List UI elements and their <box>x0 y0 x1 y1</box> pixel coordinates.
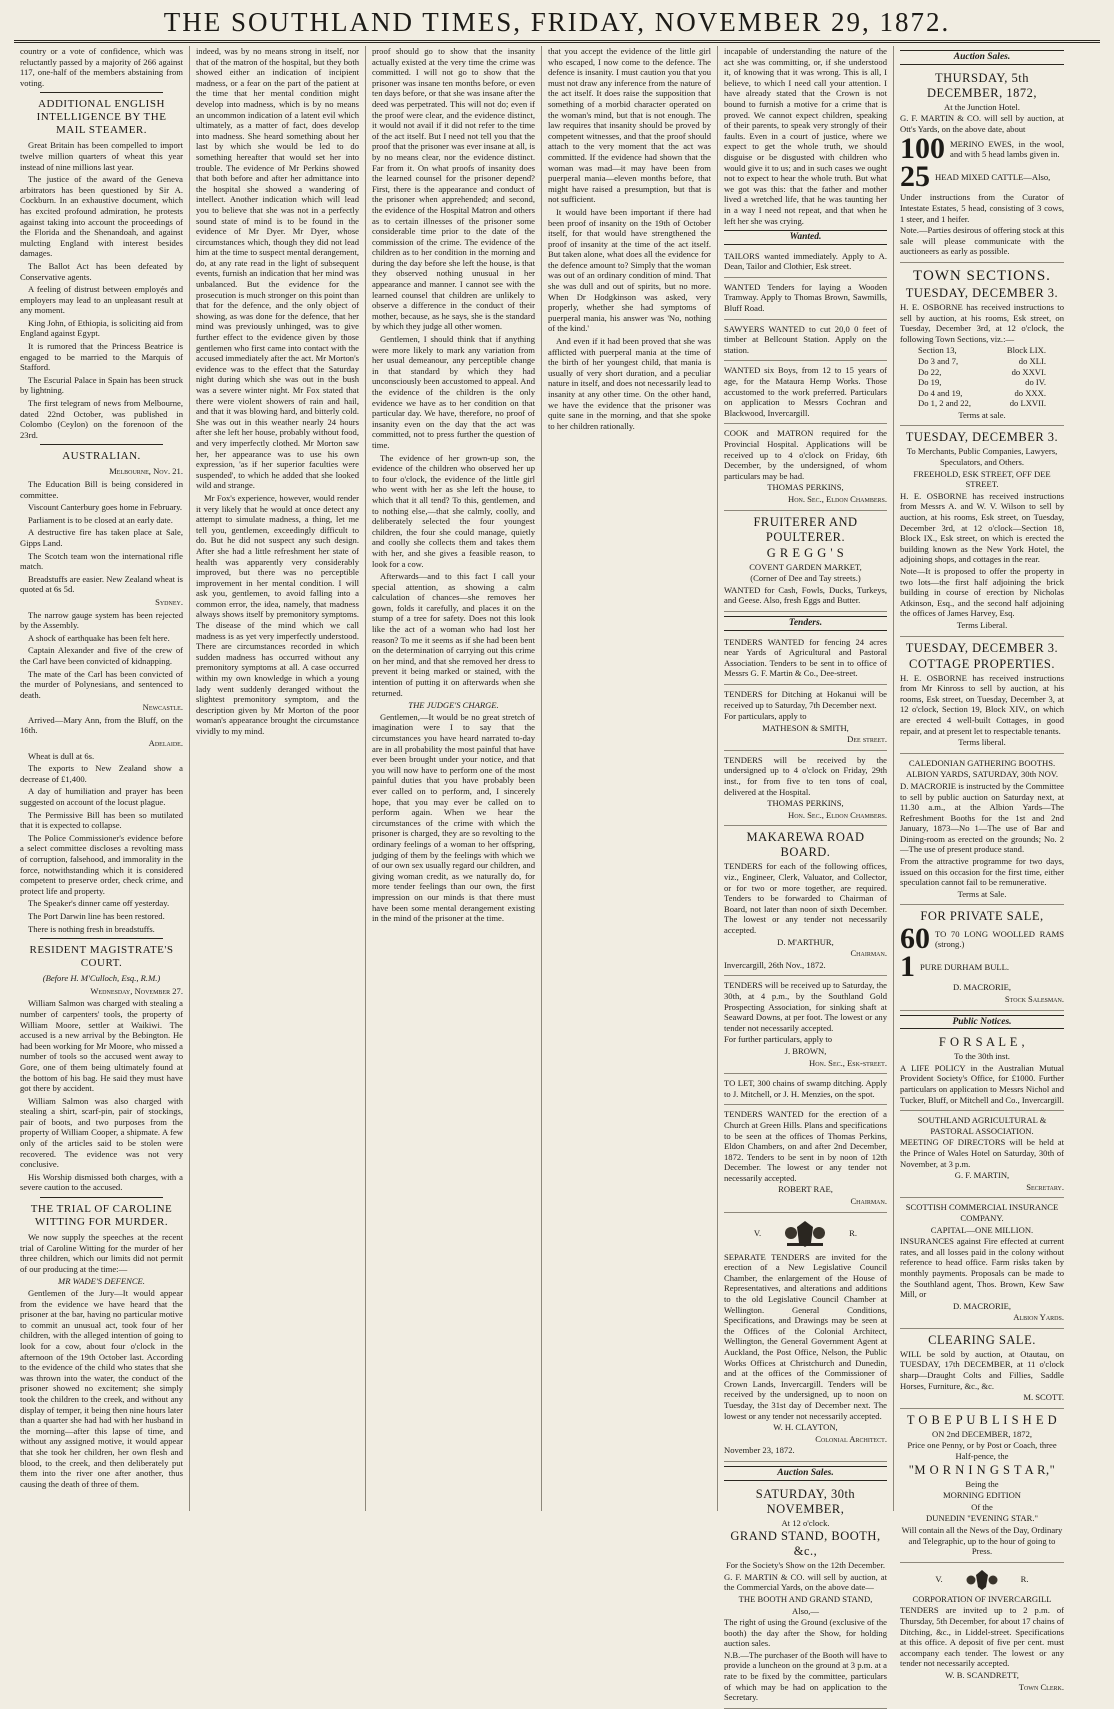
column-6 <box>894 46 1070 1692</box>
ad-text: TENDERS will be received up to Saturday, the 30th, at 4 p.m., by the Southland Gold Prospecting Association, for sinking shaft at Seaward Downs, at per foot. The lowest or any tender not necessarily accepted. <box>724 980 887 1033</box>
ad-text: WANTED for Cash, Fowls, Ducks, Turkeys, and Geese. Also, fresh Eggs and Butter. <box>724 584 887 606</box>
ad-signature-title: Albion Yards. <box>1013 1312 1064 1323</box>
lot-number: 25 <box>900 160 930 194</box>
ad-title: MAKAREWA ROAD BOARD. <box>746 830 865 860</box>
ad-text: TENDERS WANTED for the erection of a Church at Green Hills. Plans and specifications to be seen at the offices of Thomas Perkins, Eldon Chambers, on and after 2nd December, 1872. Tenders to be sent in by noon of 12th December. The lowest or any tender not necessarily accepted. <box>724 1109 887 1183</box>
ad-text: WILL be sold by auction, at Otautau, on TUESDAY, 17th DECEMBER, at 11 o'clock sharp—Draught Colts and Fillies, Saddle Horses, Furniture, &c., &c. <box>900 1348 1064 1391</box>
lot-number: 100 <box>900 132 945 166</box>
section-row <box>918 388 1064 399</box>
ad-signature-title: Colonial Architect. <box>815 1433 887 1444</box>
ad-text: COOK and MATRON required for the Provincial Hospital. Applications will be received up to 4 o'clock on Friday, 6th December, by the undersigned, of whom particulars may be had. <box>724 428 887 481</box>
news-paragraph: The justice of the award of the Geneva arbitrators has been questioned by Sir A. Cockburn. In an exhaustive document, which has excited profound admiration, he protests against taking into account the proceedings of the Florida and the Shenandoah, and against mulcting England with interest besides damages. <box>20 174 183 259</box>
court-paragraph: His Worship dismissed both charges, with a severe caution to the accused. <box>20 1171 183 1193</box>
block-cell: do XLI. <box>1018 355 1046 366</box>
ad-coal <box>724 751 887 827</box>
ad-title: SOUTHLAND AGRICULTURAL & PASTORAL ASSOCIATION. <box>917 1115 1047 1136</box>
news-paragraph: The exports to New Zealand show a decrease of £1,400. <box>20 763 183 784</box>
sections-list <box>900 345 1064 409</box>
ad-merino-ewes <box>900 67 1064 263</box>
section-cell: Do 1, 2 and 22, <box>918 398 971 409</box>
ad-title: TOWN SECTIONS. <box>913 267 1051 284</box>
crest-letter: V. <box>753 1228 762 1239</box>
heading-magistrates-court: RESIDENT MAGISTRATE'S COURT. <box>29 944 174 970</box>
ad-terms: Terms at sale. <box>958 409 1006 420</box>
lot-description: PURE DURHAM BULL. <box>920 962 1010 973</box>
ad-terms: Terms Liberal. <box>956 619 1008 630</box>
news-paragraph: The mate of the Carl has been convicted of the murder of Polynesians, and sentenced to death. <box>20 668 183 700</box>
ad-signature: ROBERT RAE, <box>778 1184 833 1195</box>
heading-trial: THE TRIAL OF CAROLINE WITTING FOR MURDER. <box>30 1203 173 1229</box>
ad-text: TENDERS are invited up to 2 p.m. of Thursday, 5th December, for about 17 chains of Ditching, &c., in Liddel-street. Specifications at this office. A deposit of five per cent. must accompany each tender. The lowest or any tender not necessarily accepted. <box>900 1605 1064 1669</box>
news-paragraph: Breadstuffs are easier. New Zealand wheat is quoted at 6s 5d. <box>20 573 183 595</box>
ad-note: Note—It is proposed to offer the property in two lots—the first half adjoining the brick building in course of erection by Nicholas Atkinson, Esq., and the second half adjoining the offices of James Harvey, Esq. <box>900 566 1064 619</box>
ad-text: H. E. OSBORNE has received instructions from Mr Kinross to sell by auction, at his rooms, Esk street, on Tuesday, December 3, at 12 o'clock, Section 19, Block XIV., on which are erected 4 well-built Cottages, in good repair, and at present let to respectable tenants. <box>900 672 1064 736</box>
ad-freehold <box>900 426 1064 636</box>
section-cell: Do 4 and 19, <box>918 387 963 398</box>
ad-title: FRUITERER AND POULTERER. <box>753 514 858 544</box>
news-paragraph: The narrow gauge system has been rejected by the Assembly. <box>20 609 183 631</box>
ad-text: Under instructions from the Curator of Intestate Estates, 5 head, consisting of 3 cows, 1 steer, and 1 heifer. <box>900 192 1064 224</box>
ad-signature-title: Secretary. <box>1026 1181 1064 1192</box>
ad-title: FREEHOLD, ESK STREET, OFF DEE STREET. <box>913 468 1051 490</box>
ad-signature: J. BROWN, <box>784 1045 827 1056</box>
ad-date-heading: TUESDAY, DECEMBER 3. <box>905 640 1059 655</box>
section-wanted: Wanted. <box>724 230 887 245</box>
ad-text: Price one Penny, or by Post or Coach, three Half-pence, the <box>907 1440 1057 1462</box>
lot-description: HEAD MIXED CATTLE—Also, <box>935 172 1051 183</box>
divider <box>40 1197 163 1198</box>
ad-title: CLEARING SALE. <box>928 1332 1036 1347</box>
ad-text: WANTED Tenders for laying a Wooden Tramway. Apply to Thomas Brown, Sawmills, Bluff Road. <box>724 281 887 314</box>
ad-text: N.B.—The purchaser of the Booth will have to provide a luncheon on the ground at 3 p.m. at a rate to be fixed by the committee, particulars of which may be had on application to the Secretary. <box>724 1649 887 1703</box>
dateline: Sydney. <box>155 596 183 607</box>
ad-signature: W. H. CLAYTON, <box>773 1422 838 1433</box>
ad-cook-matron <box>724 424 887 510</box>
news-paragraph: Captain Alexander and five of the crew of the Carl have been convicted of kidnapping. <box>20 645 183 666</box>
lot-number: 1 <box>900 950 915 984</box>
ad-scottish-insurance <box>900 1198 1064 1329</box>
ad-signature-title: Hon. Sec., Eldon Chambers. <box>787 809 887 820</box>
ad-tramway <box>724 278 887 320</box>
ad-morning-star <box>900 1409 1064 1563</box>
section-cell: Do 22, <box>918 366 942 377</box>
news-paragraph: A destructive fire has taken place at Sale, Gipps Land. <box>20 527 183 548</box>
ad-text: TENDERS will be received by the undersigned up to 4 o'clock on Friday, 29th inst., for from five to ten tons of coal, delivered at the Hospital. <box>724 754 887 797</box>
news-paragraph: The first telegram of news from Melbourne, dated 22nd October, was published in Colombo (Ceylon) on the forenoon of the 23rd. <box>20 398 183 440</box>
royal-crest <box>900 1569 1064 1591</box>
ad-signature: W. B. SCANDRETT, <box>945 1669 1019 1680</box>
lot-description: TO 70 LONG WOOLLED RAMS (strong.) <box>935 928 1064 950</box>
ad-text: The right of using the Ground (exclusive of the booth) the day after the Show, for holding auction sales. <box>724 1617 887 1649</box>
crest-letter: R. <box>1020 1574 1029 1585</box>
ad-signature: THOMAS PERKINS, <box>767 798 844 809</box>
ad-text: G. F. MARTIN & CO. will sell by auction, at Ott's Yards, on the above date, about <box>900 113 1064 134</box>
ad-signature-title: Hon. Sec., Esk-street. <box>809 1057 887 1068</box>
crest-letter: R. <box>849 1228 858 1239</box>
section-public-notices: Public Notices. <box>900 1015 1064 1030</box>
section-cell: Section 13, <box>918 345 957 356</box>
ad-text: For further particulars, apply to <box>724 1034 833 1045</box>
ad-place: At the Junction Hotel. <box>944 101 1020 112</box>
ad-text: D. MACRORIE is instructed by the Committee to sell by public auction on Saturday next, at 11.30 a.m., at the Albion Yards—The Refreshment Booths for the 1st and 2nd January, 1873—No 1—The use of Bar and Dining-room as erected on the grounds; No. 2—The use of present produce stand. <box>900 780 1064 855</box>
ad-signature: D. MACRORIE, <box>952 982 1011 993</box>
court-paragraph: William Salmon was charged with stealing a number of carpenters' tools, the property of William Moore, settler at Waikiwi. The accused is a new arrival by the Bebington. He had been working for Mr Moore, who missed a number of tools so the accused went away to Gore, one of them being ultimately found at the bottom of his bag. He said they must have got there by accident. <box>20 998 183 1094</box>
ad-text: SAWYERS WANTED to cut 20,0 0 feet of timber at Bellcount Station. Apply on the station. <box>724 323 887 355</box>
news-paragraph: Wheat is dull at 6s. <box>28 750 95 761</box>
section-auction-sales: Auction Sales. <box>900 50 1064 65</box>
trial-paragraph: Gentlemen of the Jury—It would appear from the evidence we have heard that the prisoner at the bar, having no particular motive to commit an unusual act, took four of her children, with the alleged intention of going to look for a cow, about four o'clock in the afternoon of the 19th October last. According to the evidence of the child who states that she was thrown into the water, the conduct of the prisoner showed no excitement; she simply took the children to the creek, and without any display of temper, it being then nine hours later than a quarter she had had with her husband in the morning—after this lapse of time, and without any assigned motive, it would appear that she took her children, her own flesh and blood, to the creek, and then deliberately put them into the river one after another, thus causing the death of three of them. <box>20 1288 183 1489</box>
news-paragraph: A shock of earthquake has been felt here. <box>28 632 170 643</box>
ad-title: CALEDONIAN GATHERING BOOTHS. <box>908 757 1056 768</box>
ad-text: WANTED six Boys, from 12 to 15 years of age, for the Mataura Hemp Works. Those accustomed to the work preferred. Particulars on application to Messrs Cochran and Blackwood, Invercargill. <box>724 365 887 418</box>
ad-title: CORPORATION OF INVERCARGILL <box>912 1593 1052 1604</box>
ad-signature-title: Hon. Sec., Eldon Chambers. <box>787 493 887 504</box>
ad-date-heading: SATURDAY, 30th NOVEMBER, <box>755 1486 856 1516</box>
trial-paragraph: incapable of understanding the nature of the act she was committing, or, if she understood it, of knowing that it was wrong. This is all, I believe, to which I need call your attention. I have already stated that the Crown is not bound to furnish a motive for a crime that is proved. We cannot expect children, speaking of their parents, to speak very strongly of their faults. Even in a court of justice, where we expect to get the whole truth, we should disguise or be disgusted with children who would give it to us; and in such cases we ought not to expect to hear the whole truth. But what we got was this: that the father and mother lived a wretched life, that he was taunting her in a way I need not repeat, and that when he left her she was crying. <box>724 46 887 226</box>
section-row <box>918 356 1064 367</box>
ad-signature: THOMAS PERKINS, <box>767 482 844 493</box>
section-row <box>918 377 1064 388</box>
ad-title: GRAND STAND, BOOTH, &c., <box>730 1529 881 1559</box>
ad-title: FOR PRIVATE SALE, <box>920 909 1044 924</box>
ad-for-sale <box>900 1031 1064 1111</box>
divider <box>40 92 163 93</box>
heading-australian: AUSTRALIAN. <box>62 450 141 463</box>
trial-paragraph: Gentlemen, I should think that if anything were more likely to mark any variation from her usual demeanour, any perceptible change in that standard by which they had unconsciously been accustomed to appeal. And the evidence of the children is the only evidence we have as to her condition on that particular day. We have, therefore, no proof of insanity even on the day that the act was committed, not to press further the question of time. <box>372 334 535 450</box>
ad-legislative-council <box>724 1213 887 1462</box>
ad-prospecting <box>724 976 887 1074</box>
ad-date-heading: ALBION YARDS, SATURDAY, 30th NOV. <box>905 769 1059 780</box>
ad-terms: Terms at Sale. <box>957 888 1007 899</box>
ad-date-heading: TUESDAY, DECEMBER 3. <box>905 430 1059 445</box>
ad-name: "M O R N I N G S T A R," <box>908 1462 1056 1477</box>
dateline: Wednesday, November 27. <box>90 985 183 996</box>
trial-paragraph: It would have been important if there had been proof of insanity on the 19th of October itself, for that would have strengthened the proof of insanity at the time of the act itself. But taken alone, what does all the evidence for the defence amount to? Simply that the woman was out of an ordinary condition of mind. That she was dull and out of spirits, but no more. When Dr Hodgkinson was asked, very properly, whether she had symptoms of puerperal mania, his answer was 'No, nothing of the kind.' <box>548 206 711 334</box>
ad-title: T O B E P U B L I S H E D <box>906 1412 1058 1427</box>
section-auction-sales: Auction Sales. <box>724 1466 887 1481</box>
ad-fruiterer <box>724 511 887 612</box>
trial-paragraph: And even if it had been proved that she was afflicted with puerperal mania at the time of the birth of her youngest child, that mania is usually of very short duration, and a peculiar nature in itself, and does not necessarily lead to insanity at any other time. On the other hand, we have the evidence that the prisoner was quite sane in the morning, and that she spoke to her children rationally. <box>548 336 711 431</box>
ad-signature-title: Stock Salesman. <box>1004 994 1064 1005</box>
ad-signature-title: Chairman. <box>850 1196 887 1207</box>
ad-date: November 23, 1872. <box>724 1445 795 1456</box>
ad-text: TAILORS wanted immediately. Apply to A. Dean, Tailor and Clothier, Esk street. <box>724 250 887 272</box>
column-3 <box>366 46 542 1511</box>
news-paragraph: It is rumored that the Princess Beatrice is engaged to be married to the Marquis of Stafford. <box>20 341 183 373</box>
judge-charge-heading: THE JUDGE'S CHARGE. <box>408 700 499 711</box>
ad-fencing <box>724 633 887 685</box>
ad-southland-agricultural <box>900 1111 1064 1198</box>
ad-subtitle: CAPITAL—ONE MILLION. <box>930 1224 1034 1235</box>
ad-cottage-properties <box>900 637 1064 754</box>
news-paragraph: Arrived—Mary Ann, from the Bluff, on the 16th. <box>20 714 183 736</box>
ad-signature: D. MACRORIE, <box>952 1300 1011 1311</box>
block-cell: do XXVI. <box>1011 366 1046 377</box>
lot-row <box>900 132 1064 166</box>
ad-private-sale <box>900 905 1064 1010</box>
ad-text: SEPARATE TENDERS are invited for the erection of a New Legislative Council Chamber, the enlargement of the House of Representatives, and alterations and additions to the old Legislative Council Chamber at Wellington. General Conditions, Specifications, and Drawings may be seen at the Offices of the Colonial Architect, Wellington, the General Government Agent at Auckland, the Post Office, Nelson, the Public Works Offices at Christchurch and Dunedin, and at the offices of the Commissioner of Crown Lands, Invercargill. Tenders will be received by the undersigned, up to noon on Tuesday, the 31st day of December next. The lowest or any tender not necessarily accepted. <box>724 1251 887 1421</box>
ad-signature: M. SCOTT. <box>1023 1392 1064 1403</box>
ad-text: For particulars, apply to <box>724 711 807 722</box>
section-row <box>918 367 1064 378</box>
ad-note: Note.—Parties desirous of offering stock at this sale will please communicate with the auctioneers as early as possible. <box>900 225 1064 257</box>
ad-text: TENDERS for Ditching at Hokanui will be received up to Saturday, 7th December next. <box>724 688 887 710</box>
court-subheading: (Before H. M'Culloch, Esq., R.M.) <box>42 973 161 984</box>
trial-paragraph: that you accept the evidence of the little girl who escaped, I now come to the defence. The defence is insanity. I must caution you that you must not draw any inference from the nature of the act itself. It does raise the supposition that something of a morbid character operated on the woman's mind, but that is not enough. The law requires that insanity should be proved by competent witnesses, and that the proof should attach to the very moment that the act was committed. If the evidence had shown that the woman was mad—it may have been from puerperal mania—eleven months before, that might have raised a presumption, but that is not sufficient. <box>548 46 711 205</box>
ad-caledonian <box>900 754 1064 906</box>
ad-sawyers <box>724 320 887 362</box>
trial-paragraph: Gentlemen,—It would be no great stretch of imagination were I to say that the circumstances you have heard narrated to-day are in all probability the most painful that have ever been brought under your notice, and that you will now have to perform one of the most painful duties that you have probably been ever called on to perform, and, I sincerely hope, that you may ever be called on to perform again. When we hear the circumstances of the crime with which the prisoner is charged, they are so revolting to the ordinary feelings of a woman to her offspring, judging of them by the feelings with which we of our own sex usually regard our children, and giving woman credit, as we naturally do, for more tender feelings than our own, the first impression on our minds is that there must have been some mental derangement existing in the mind of the prisoner at the time. <box>372 711 535 924</box>
lot-row <box>900 922 1064 956</box>
ad-text: Also,— <box>792 1605 819 1616</box>
columns <box>14 46 1100 1703</box>
lot-row <box>900 950 1064 984</box>
ad-subtitle: To the 30th inst. <box>954 1051 1010 1062</box>
ad-to-let <box>724 1074 887 1105</box>
news-paragraph: Parliament is to be closed at an early date. <box>28 514 173 525</box>
ad-signature: D. M'ARTHUR, <box>777 936 834 947</box>
section-row <box>918 345 1064 356</box>
lot-description: MERINO EWES, in the wool, and with 5 head lambs given in. <box>950 138 1064 160</box>
ad-text: TENDERS WANTED for fencing 24 acres near Yards of Agricultural and Pastoral Association. Tenders to be sent in to office of Messrs G. F. Martin & Co., Dee-street. <box>724 636 887 679</box>
ad-boys <box>724 361 887 424</box>
lot-row <box>900 160 1064 194</box>
news-paragraph: The Ballot Act has been defeated by Conservative agents. <box>20 260 183 282</box>
ad-text: From the attractive programme for two days, issued on this occasion for the first time, either speculation cannot fail to be remunerative. <box>900 856 1064 888</box>
section-cell: Do 3 and 7, <box>918 355 959 366</box>
ad-subtitle: For the Society's Show on the 12th December. <box>725 1560 886 1571</box>
ad-text: H. E. OSBORNE has received instructions from Messrs A. and W. V. Wilson to sell by auction, at his rooms, Esk street, on Tuesday, December 3rd, at 12 o'clock—Section 18, Block IX., Esk street, on which is erected the building known as the New York Hotel, the adjoining shops, and cottages in the rear. <box>900 490 1064 565</box>
ad-text: A LIFE POLICY in the Australian Mutual Provident Society's Office, for £1000. Further particulars on application to Messrs Nichol and Tucker, Bluff, or Mitchell and Co., Invercargill. <box>900 1062 1064 1105</box>
trial-paragraph: The evidence of her grown-up son, the evidence of the children who observed her up to four o'clock, the evidence of the little girl who went with her as she left the house, to which that it all tend? To this, gentlemen, and to nothing else,—that she calmly, coolly, and deliberately selected the four youngest children, the four she could manage, quietly and coolly she collects them and takes them with her, and she gives a feasible reason, to look for a cow. <box>372 452 535 569</box>
news-paragraph: The Police Commissioner's evidence before a select committee discloses a revolting mass of corruption, falsehood, and immorality in the force, notwithstanding which it is considered competent to preserve order, check crime, and protect life and property. <box>20 832 183 896</box>
column-2 <box>190 46 366 1511</box>
ad-tailors <box>724 247 887 278</box>
ad-text: TO LET, 300 chains of swamp ditching. Apply to J. Mitchell, or J. H. Menzies, on the spot. <box>724 1078 887 1099</box>
ad-text: INSURANCES against Fire effected at current rates, and all losses paid in the colony without reference to head office. Farm risks taken by monthly payments. Proposals can be made to the Southland agent, Thos. Brown, Kew Saw Mill, or <box>900 1236 1064 1300</box>
ad-signature: G. F. MARTIN, <box>954 1170 1010 1181</box>
ad-title: SCOTTISH COMMERCIAL INSURANCE COMPANY. <box>905 1202 1059 1223</box>
lot-number: 60 <box>900 922 930 956</box>
divider <box>40 444 163 445</box>
crest-letter: V. <box>935 1574 943 1585</box>
block-cell: do XXX. <box>1014 387 1046 398</box>
news-paragraph: The Speaker's dinner came off yesterday. <box>28 898 170 909</box>
ad-clearing-sale <box>900 1329 1064 1409</box>
block-cell: do LXVII. <box>1009 398 1046 409</box>
trial-paragraph: indeed, was by no means strong in itself, nor that of the matron of the hospital, but they both showed either an indication of incipient madness, or a fear on the part of the patient at the time that her mental condition might develop into madness, which is by no means an uncommon indication of a latent evil which ultimately, as a matter of fact, does develop into madness. She heard something about her last by which she would be led to do something hereafter that would set her into trouble. The evidence of Mr Perkins showed that both before and after her admittance into the hospital she showed a wandering of intellect. Another indication which will lead you to believe that she was not in a perfectly sound state of mind is to be found in the evidence of Mr Dyer. Mr Dyer, whose circumstances which, though they did not lead him at the time to suspect mental derangement, do, at any rate read in the light of subsequent events, furnish an indication that her mind was unbalanced. But the evidence for the prosecution is much stronger on this point than that for the defence, and the only object of showing, as was done for the defence, that her mind was previously unhinged, was to give further effect to the evidence given by those gentlemen who first came into contact with the accused immediately after the act. Mr Morton's evidence was to the effect that the Saturday night during which she was out in the bush was a severe winter night. Mr Fox stated that there were violent showers of rain and hail, and that it was blowing hard, and bitterly cold. She was out in this weather nearly 24 hours after she left her house, probably without food, and very imperfectly clothed. Mr Morton saw her, her appearance was to use his own expression, 'as if her superior faculties were suspended', to which he added that she looked wild and strange. <box>196 46 359 491</box>
english-news <box>20 140 183 440</box>
royal-crest <box>724 1219 887 1249</box>
ad-terms: Terms liberal. <box>958 737 1006 748</box>
column-4 <box>542 46 718 1511</box>
section-tenders: Tenders. <box>724 616 887 631</box>
trial-paragraph: Afterwards—and to this fact I call your special attention, as showing a calm calculation of chances—she removes her gown, folds it carefully, and places it on the stump of a tree for safety. Does not this look like the act of a woman who had lost her reason? To me it seems as if she had been bent on the determination of carrying out this crime on her mind, and that she removed her dress to prevent it being marked or stained, with the intention of putting it on afterwards when she returned. <box>372 571 535 698</box>
ad-subtitle: To Merchants, Public Companies, Lawyers, Speculators, and Others. <box>906 446 1058 468</box>
news-paragraph: The Permissive Bill has been so mutilated that it is expected to collapse. <box>20 809 183 831</box>
ad-text: TENDERS for each of the following offices, viz., Engineer, Clerk, Valuator, and Collector, or for two or more together, are required. Tenders to be forwarded to Chairman of Board, not later than noon of sixth December. The lowest or any tender not necessarily accepted. <box>724 861 887 935</box>
defence-subheading: MR WADE'S DEFENCE. <box>58 1276 145 1287</box>
dateline: Newcastle. <box>142 702 183 713</box>
ad-date: Invercargill, 26th Nov., 1872. <box>724 959 826 970</box>
divider <box>40 938 163 939</box>
column-5 <box>718 46 894 1703</box>
ad-text: Will contain all the News of the Day, Ordinary and Telegraphic, up to the hour of going to Press. <box>901 1525 1063 1557</box>
news-paragraph: The Escurial Palace in Spain has been struck by lightning. <box>20 374 183 396</box>
ad-corporation <box>900 1563 1064 1697</box>
heading-english-intelligence: ADDITIONAL ENGLISH INTELLIGENCE BY THE MAIL STEAMER. <box>36 98 167 137</box>
ad-signature-title: Town Clerk. <box>1018 1681 1064 1692</box>
trial-paragraph: Mr Fox's experience, however, would render it very likely that he would at once detect any attempt to simulate madness, a thing, let me tell you, gentlemen, exceedingly difficult to do. But he did not suspect any such design. After she had a little refreshment her state of health was apparently very considerably improved, but there was no perceptible improvement in her mental condition. I will ask you, gentlemen, to avoid falling into a common error, the idea, namely, that madness always shows itself by premonitory symptoms. The disease of the mind which we call madness is as yet very imperfectly understood. There are circumstances recorded in which sudden madness has occurred without any premonitory symptoms at all. A case occurred within my own knowledge in which a young lady went suddenly deranged without the slightest premonitory symptom, and the description given by Mr Morton of the poor woman's appearance brought the circumstance vividly to my mind. <box>196 492 359 736</box>
ad-date-heading: THURSDAY, 5th DECEMBER, 1872, <box>927 70 1037 100</box>
section-row <box>918 398 1064 409</box>
ad-text: Being the <box>965 1478 999 1489</box>
news-paragraph: The Scotch team won the international rifle match. <box>20 550 183 572</box>
ad-signature-title: Chairman. <box>850 948 887 959</box>
news-paragraph: The Education Bill is being considered in committee. <box>20 479 183 500</box>
news-paragraph: Viscount Canterbury goes home in February. <box>28 502 183 513</box>
dateline: Adelaide. <box>148 738 183 749</box>
ad-time: At 12 o'clock. <box>781 1517 830 1528</box>
trial-paragraph: We now supply the speeches at the recent trial of Caroline Witting for the murder of her three children, which our limits did not permit of our producing at the time:— <box>20 1232 183 1274</box>
ad-subtitle: COVENT GARDEN MARKET, <box>749 561 862 572</box>
news-paragraph: A feeling of distrust between employés and employers may lead to an unpleasant result at any moment. <box>20 284 183 316</box>
ad-date-heading: TUESDAY, DECEMBER 3. <box>905 285 1059 300</box>
ad-text: DUNEDIN "EVENING STAR." <box>925 1513 1039 1524</box>
ad-title: COTTAGE PROPERTIES. <box>909 656 1055 671</box>
dateline: Melbourne, Nov. 21. <box>109 466 183 477</box>
intro-paragraph: country or a vote of confidence, which was reluctantly passed by a majority of 266 against 117, one-half of the members abstaining from voting. <box>20 46 183 88</box>
news-paragraph: Great Britain has been compelled to import twelve million quarters of wheat this year instead of nine millions last year. <box>20 140 183 172</box>
ad-date-heading: ON 2nd DECEMBER, 1872, <box>931 1428 1033 1439</box>
court-paragraph: William Salmon was also charged with stealing a shirt, scarf-pin, pair of stockings, pair of boots, and two purposes from the property of William Cooper, a shipmate. A few only of the articles said to be stolen were recovered. The evidence was not very conclusive. <box>20 1095 183 1170</box>
block-cell: do IV. <box>1025 377 1046 388</box>
block-cell: Block LIX. <box>1006 345 1046 356</box>
ad-ditching <box>724 685 887 751</box>
ad-subtitle: (Corner of Dee and Tay streets.) <box>750 573 861 584</box>
ad-text: H. E. OSBORNE has received instructions to sell by auction, at his rooms, Esk street, on Tuesday, December 3rd, at 12 o'clock, the following Town Sections, viz.:— <box>900 301 1064 344</box>
ad-text: MORNING EDITION <box>942 1490 1022 1501</box>
ad-makarewa <box>724 826 887 976</box>
trial-paragraph: proof should go to show that the insanity actually existed at the very time the crime was committed. I will not go to show that the prisoner was insane ten months before, or even ten days before, or that she was insane after the deed was perpetrated. This will not do; even if the proof were clear, and the evidence distinct, it would not avail if it did not refer to the time of the act itself. But I need not tell you that the proof that the prisoner was ever insane at all, is by no means clear, nor the evidence distinct. Far from it. On what proofs of insanity does the learned counsel for the prisoner depend? First, there is the appearance and conduct of the prisoner when apprehended; and second, the evidence of the Hospital Matron and others as to certain illnesses of the prisoner some considerable time prior to the date of the commission of the crime. The evidence of the children as to her condition in the morning and during the day before she left the house, is that they observed nothing unusual in her appearance and manner. I cannot see with the learned counsel that children are unlikely to observe a difference in the conduct of their mother, because, as he says, she is the standard by which they judge all other women. <box>372 46 535 332</box>
ad-title: F O R S A L E , <box>938 1035 1026 1050</box>
news-paragraph: There is nothing fresh in breadstuffs. <box>28 923 155 934</box>
ad-signature-title: Dee street. <box>847 734 887 745</box>
ad-name: G R E G G ' S <box>766 545 845 560</box>
ad-text: MEETING OF DIRECTORS will be held at the Prince of Wales Hotel on Saturday, 30th of November, at 3 p.m. <box>900 1137 1064 1169</box>
ad-church <box>724 1105 887 1212</box>
ad-signature: MATHESON & SMITH, <box>762 722 849 733</box>
royal-arms-icon <box>783 1219 827 1249</box>
column-1 <box>14 46 190 1511</box>
ad-text: G. F. MARTIN & CO. will sell by auction, at the Commercial Yards, on the above date— <box>724 1571 887 1593</box>
ad-grand-stand <box>724 1483 887 1709</box>
news-paragraph: King John, of Ethiopia, is soliciting aid from England against Egypt. <box>20 317 183 339</box>
royal-arms-icon <box>965 1569 999 1591</box>
section-cell: Do 19, <box>918 377 942 388</box>
ad-town-sections <box>900 263 1064 427</box>
news-paragraph: The Port Darwin line has been restored. <box>28 910 165 921</box>
news-paragraph: A day of humiliation and prayer has been suggested on account of the locust plague. <box>20 786 183 808</box>
ad-item: THE BOOTH AND GRAND STAND, <box>738 1593 873 1604</box>
ad-text: Of the <box>971 1501 993 1512</box>
masthead: THE SOUTHLAND TIMES, FRIDAY, NOVEMBER 29, 1872. <box>14 6 1100 43</box>
